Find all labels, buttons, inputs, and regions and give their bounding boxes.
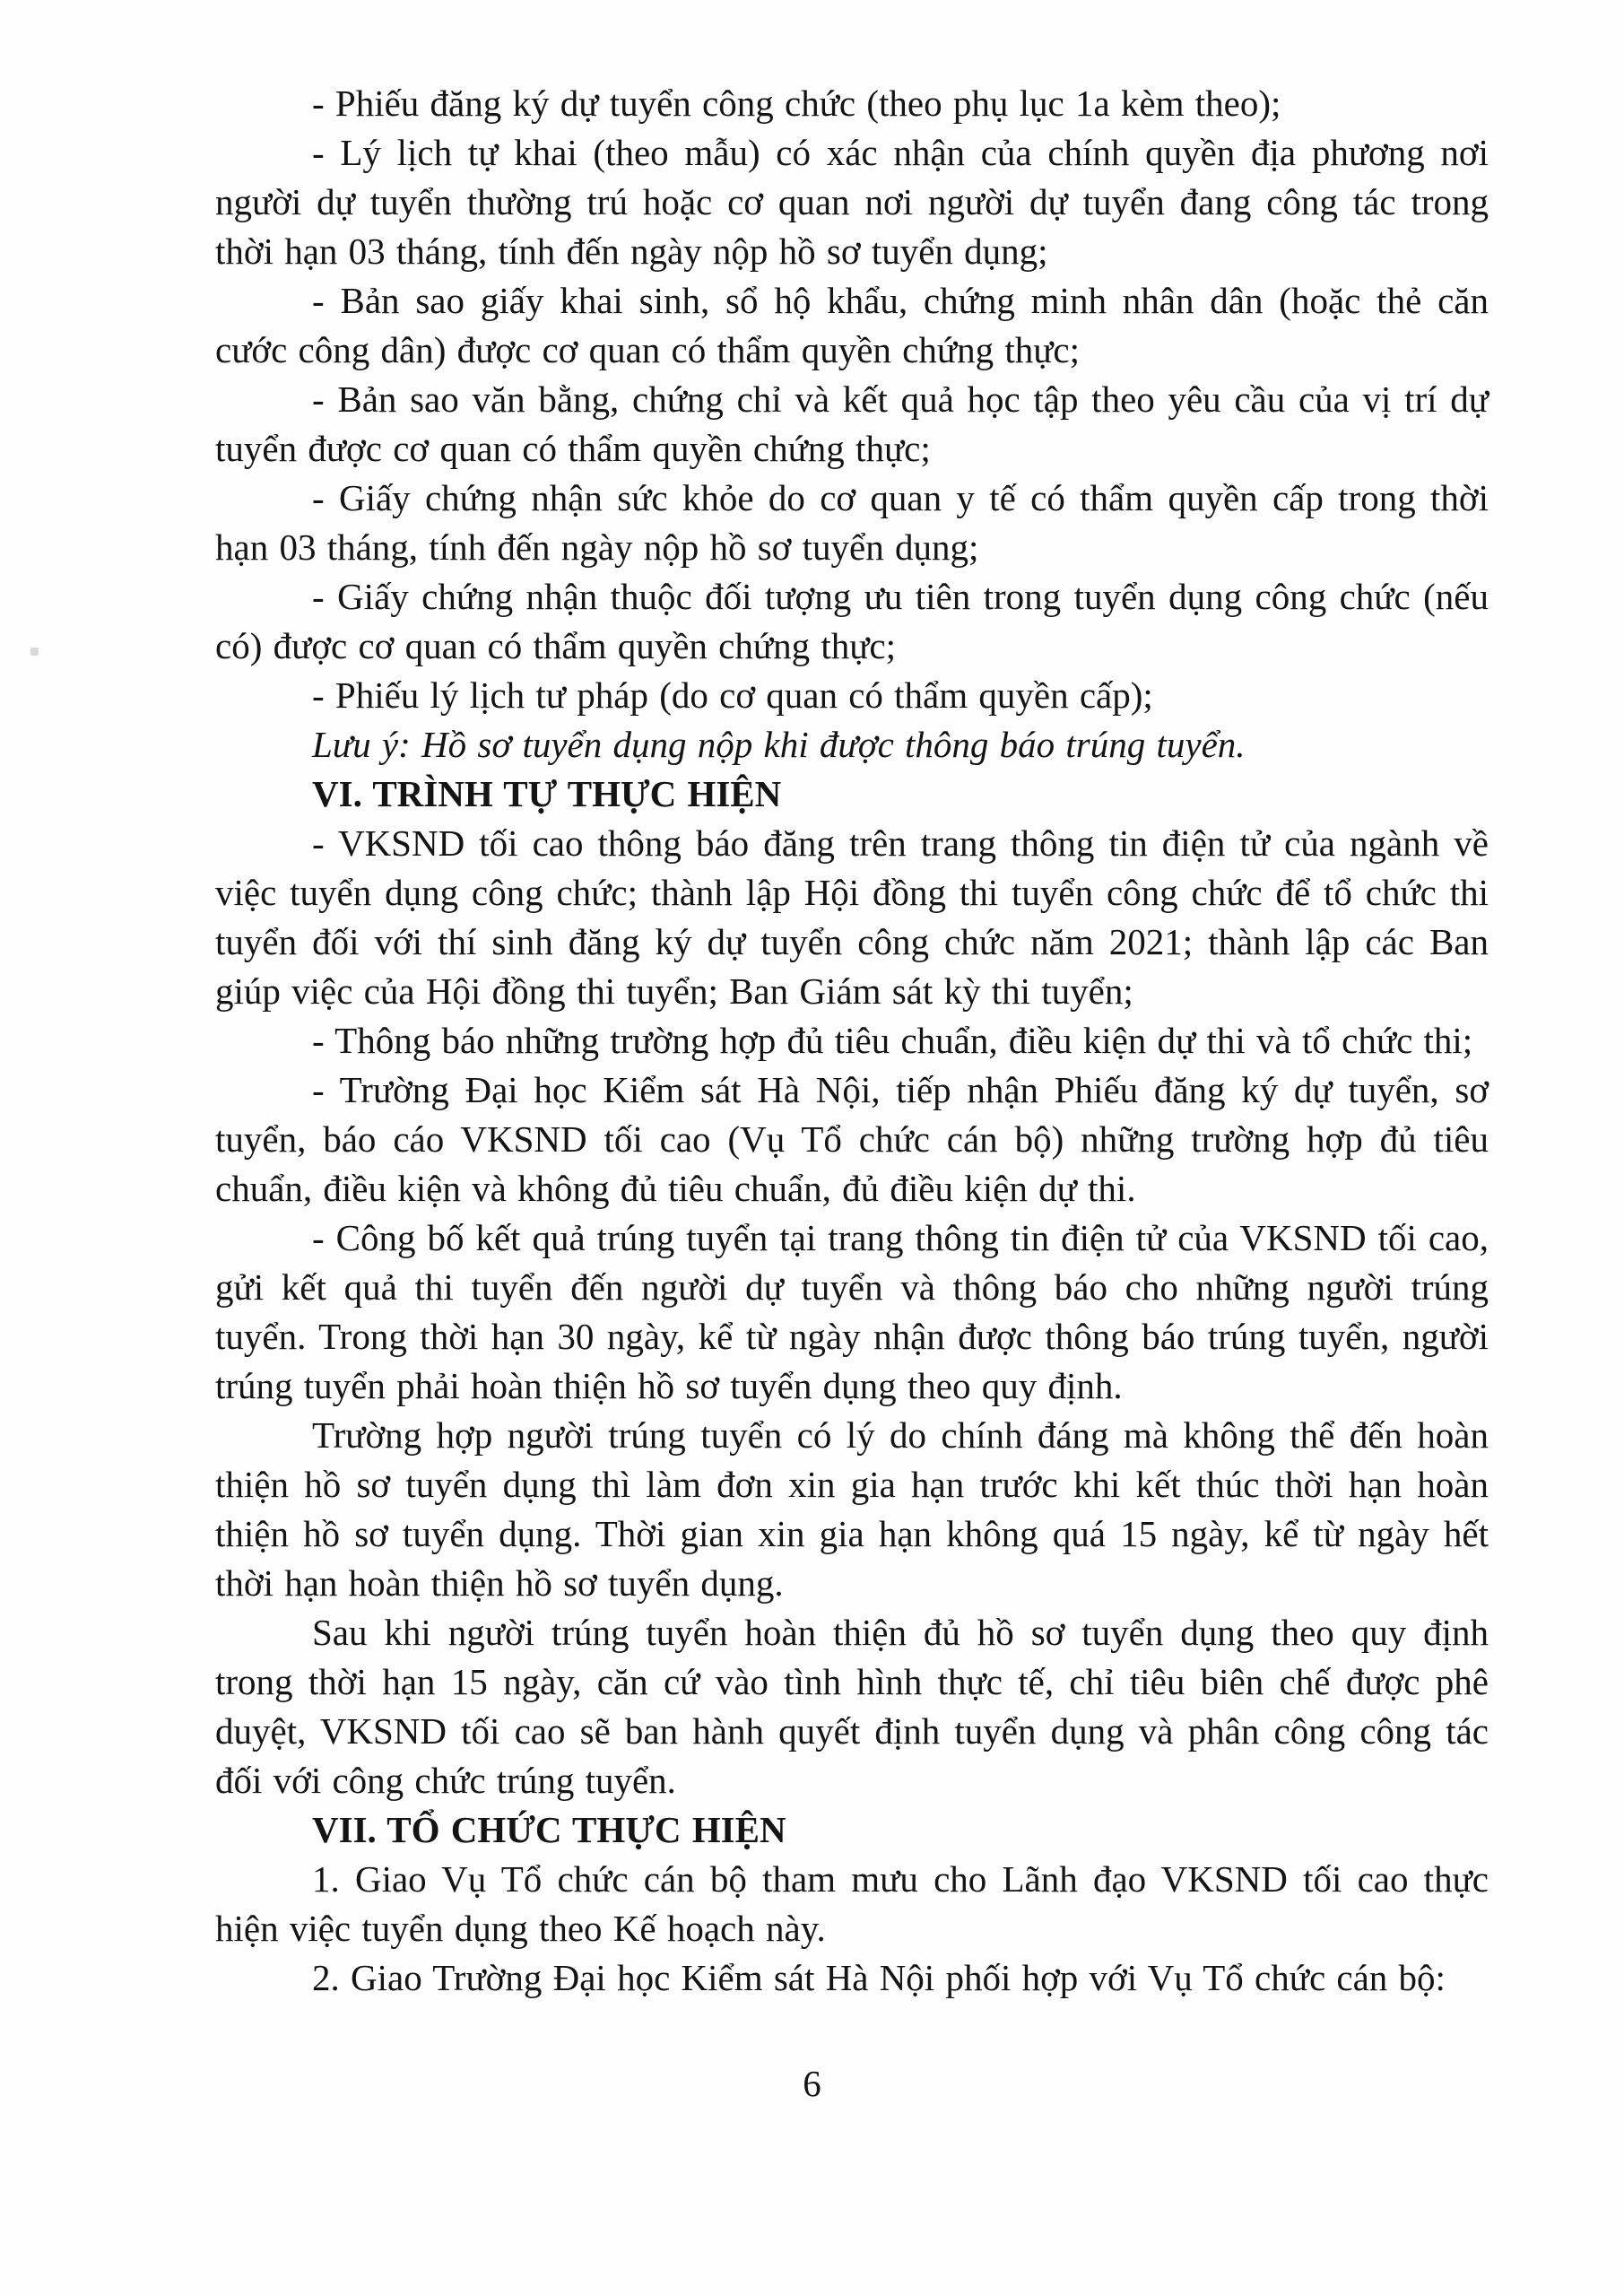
paragraph-announcement: - VKSND tối cao thông báo đăng trên trang thông tin điện tử của ngành về việc tuyển dụng công chức; thành lập Hội đồng thi tuyển công chức để tổ chức thi tuyển đối với thí sinh đăng ký dự tuyển công chức năm 2021; thành lập các Ban giúp việc của Hội đồng thi tuyển; Ban Giám sát kỳ thi tuyển; [215, 822, 1489, 1012]
list-item-diplomas: - Bản sao văn bằng, chứng chỉ và kết quả học tập theo yêu cầu của vị trí dự tuyển được cơ quan có thẩm quyền chứng thực; [215, 378, 1489, 469]
paragraph-eligibility-notice: - Thông báo những trường hợp đủ tiêu chuẩn, điều kiện dự thi và tổ chức thi; [312, 1020, 1473, 1061]
paragraph-recruitment-decision: Sau khi người trúng tuyển hoàn thiện đủ hồ sơ tuyển dụng theo quy định trong thời hạn 15 ngày, căn cứ vào tình hình thực tế, chỉ tiêu biên chế được phê duyệt, VKSND tối cao sẽ ban hành quyết định tuyển dụng và phân công công tác đối với công chức trúng tuyển. [215, 1612, 1489, 1801]
section-heading-vi: VI. TRÌNH TỰ THỰC HIỆN [312, 773, 782, 814]
list-item-resume: - Lý lịch tự khai (theo mẫu) có xác nhận của chính quyền địa phương nơi người dự tuyển thường trú hoặc cơ quan nơi người dự tuyển đang công tác trong thời hạn 03 tháng, tính đến ngày nộp hồ sơ tuyển dụng; [215, 132, 1489, 272]
note-line: Lưu ý: Hồ sơ tuyển dụng nộp khi được thông báo trúng tuyển. [312, 724, 1246, 765]
scan-artifact [30, 648, 39, 656]
list-item-judicial-record: - Phiếu lý lịch tư pháp (do cơ quan có thẩm quyền cấp); [312, 674, 1153, 716]
paragraph-extension-request: Trường hợp người trúng tuyển có lý do chính đáng mà không thể đến hoàn thiện hồ sơ tuyển dụng thì làm đơn xin gia hạn trước khi kết thúc thời hạn hoàn thiện hồ sơ tuyển dụng. Thời gian xin gia hạn không quá 15 ngày, kể từ ngày hết thời hạn hoàn thiện hồ sơ tuyển dụng. [215, 1414, 1489, 1604]
list-item-birth-certificate: - Bản sao giấy khai sinh, sổ hộ khẩu, chứng minh nhân dân (hoặc thẻ căn cước công dân) được cơ quan có thẩm quyền chứng thực; [215, 280, 1489, 370]
paragraph-university-screening: - Trường Đại học Kiểm sát Hà Nội, tiếp nhận Phiếu đăng ký dự tuyển, sơ tuyển, báo cáo VKSND tối cao (Vụ Tổ chức cán bộ) những trường hợp đủ tiêu chuẩn, điều kiện và không đủ tiêu chuẩn, đủ điều kiện dự thi. [215, 1069, 1489, 1209]
list-item-health-certificate: - Giấy chứng nhận sức khỏe do cơ quan y tế có thẩm quyền cấp trong thời hạn 03 tháng, tính đến ngày nộp hồ sơ tuyển dụng; [215, 477, 1489, 568]
list-item-registration-form: - Phiếu đăng ký dự tuyển công chức (theo phụ lục 1a kèm theo); [312, 83, 1281, 124]
list-item-priority-certificate: - Giấy chứng nhận thuộc đối tượng ưu tiên trong tuyển dụng công chức (nếu có) được cơ quan có thẩm quyền chứng thực; [215, 576, 1489, 666]
section-heading-vii: VII. TỔ CHỨC THỰC HIỆN [312, 1809, 786, 1850]
paragraph-results-publication: - Công bố kết quả trúng tuyển tại trang thông tin điện tử của VKSND tối cao, gửi kết quả thi tuyển đến người dự tuyển và thông báo cho những người trúng tuyển. Trong thời hạn 30 ngày, kể từ ngày nhận được thông báo trúng tuyển, người trúng tuyển phải hoàn thiện hồ sơ tuyển dụng theo quy định. [215, 1217, 1489, 1406]
paragraph-task-personnel-dept: 1. Giao Vụ Tổ chức cán bộ tham mưu cho Lãnh đạo VKSND tối cao thực hiện việc tuyển dụng theo Kế hoạch này. [215, 1858, 1489, 1949]
paragraph-task-university: 2. Giao Trường Đại học Kiểm sát Hà Nội phối hợp với Vụ Tổ chức cán bộ: [312, 1957, 1446, 1998]
document-body [215, 79, 1489, 2003]
page-number: 6 [803, 2063, 821, 2104]
